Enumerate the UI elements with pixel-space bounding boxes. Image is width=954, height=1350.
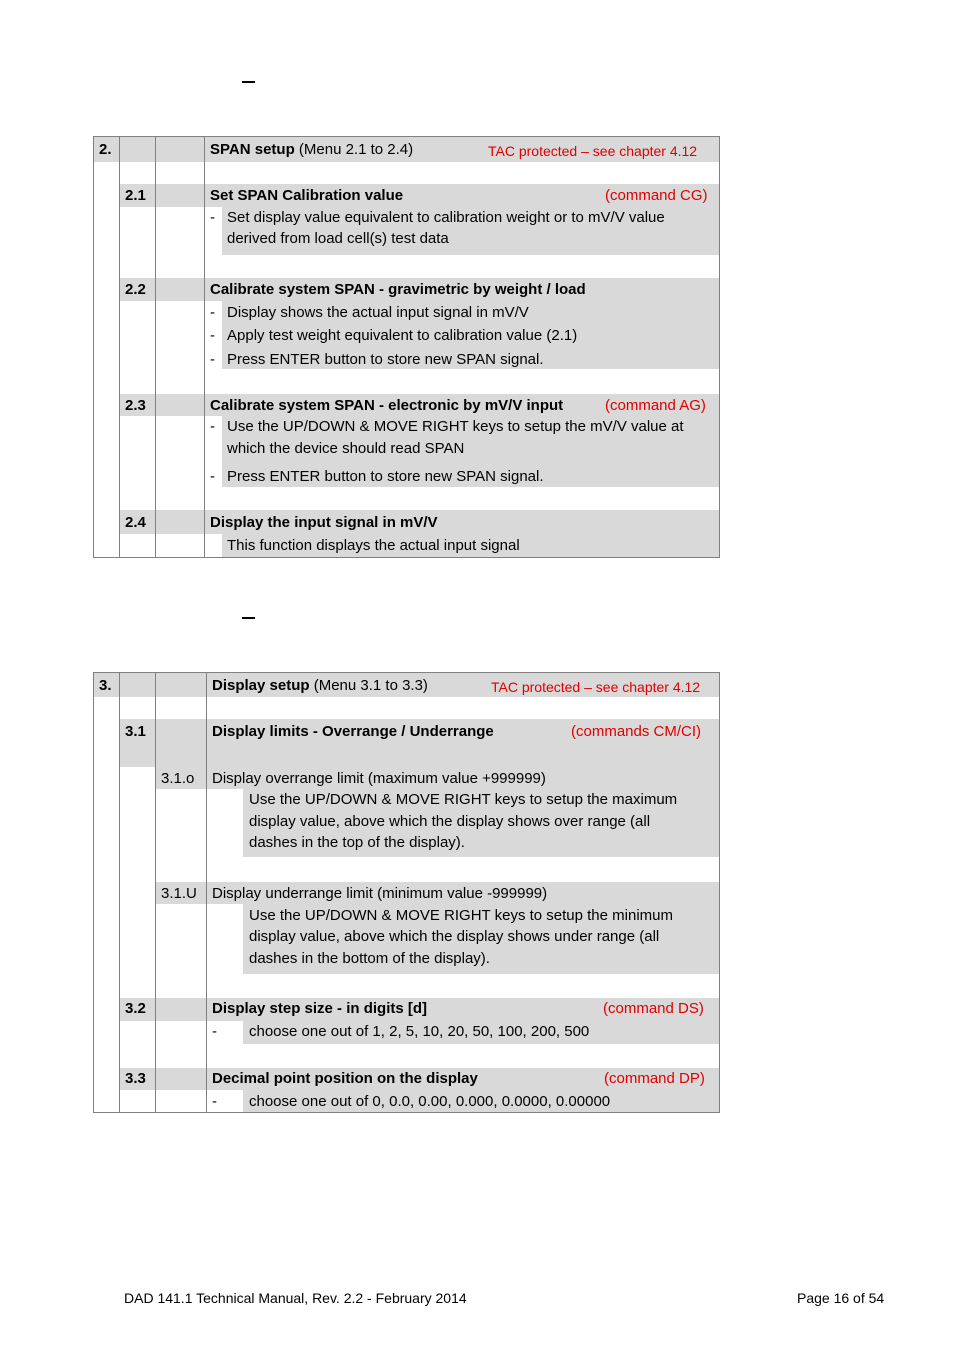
- section-title-bold: SPAN setup: [210, 141, 295, 158]
- item-number: 3.2: [125, 1000, 146, 1017]
- item-number: 2.4: [125, 514, 146, 531]
- section-title: [212, 677, 428, 695]
- item-text-line: Display shows the actual input signal in mV/V: [227, 304, 529, 321]
- tac-protected-note: TAC protected – see chapter 4.12: [488, 143, 698, 159]
- section-title-suffix: (Menu 3.1 to 3.3): [309, 677, 428, 694]
- item-command: (command AG): [605, 397, 706, 414]
- section-title-suffix: (Menu 2.1 to 2.4): [294, 141, 414, 158]
- footer-page-number: Page 16 of 54: [797, 1290, 885, 1306]
- item-title: Decimal point position on the display: [212, 1070, 478, 1087]
- item-text-line: Use the UP/DOWN & MOVE RIGHT keys to setup the minimum: [249, 907, 673, 924]
- item-number: 2.2: [125, 281, 146, 298]
- bullet: -: [212, 1023, 217, 1040]
- subitem-title: Display underrange limit (minimum value -999999): [212, 885, 548, 902]
- bullet: -: [210, 304, 215, 321]
- item-command: (command CG): [605, 187, 708, 204]
- bullet: -: [210, 468, 215, 485]
- item-text-line: which the device should read SPAN: [227, 440, 465, 457]
- display-setup-table: [93, 672, 720, 1113]
- tac-protected-note: TAC protected – see chapter 4.12: [491, 679, 701, 695]
- item-title: Calibrate system SPAN - gravimetric by weight / load: [210, 281, 586, 298]
- span-setup-table: [93, 136, 720, 558]
- item-title: Calibrate system SPAN - electronic by mV/V input: [210, 397, 564, 414]
- item-command: (commands CM/CI): [571, 723, 702, 740]
- item-text-line: display value, above which the display shows under range (all: [249, 928, 660, 945]
- item-text-line: Use the UP/DOWN & MOVE RIGHT keys to setup the maximum: [249, 791, 678, 808]
- item-text-line: choose one out of 0, 0.0, 0.00, 0.000, 0.0000, 0.00000: [249, 1093, 611, 1110]
- item-text-line: Press ENTER button to store new SPAN signal.: [227, 468, 544, 485]
- subitem-number: 3.1.o: [161, 770, 195, 787]
- bullet: -: [210, 351, 215, 368]
- item-text-line: Apply test weight equivalent to calibration value (2.1): [227, 327, 578, 344]
- section-number: 2.: [99, 141, 112, 158]
- bullet: -: [210, 327, 215, 344]
- item-text-line: display value, above which the display shows over range (all: [249, 813, 651, 830]
- item-title: Display the input signal in mV/V: [210, 514, 438, 531]
- item-number: 2.3: [125, 397, 146, 414]
- subitem-title: Display overrange limit (maximum value +999999): [212, 770, 546, 787]
- section-number: 3.: [99, 677, 112, 694]
- item-command: (command DS): [603, 1000, 704, 1017]
- section-title: [210, 141, 413, 159]
- heading-marker: [242, 617, 255, 619]
- item-text-line: Use the UP/DOWN & MOVE RIGHT keys to setup the mV/V value at: [227, 418, 684, 435]
- item-number: 3.3: [125, 1070, 146, 1087]
- item-text-line: This function displays the actual input signal: [227, 537, 520, 554]
- item-text-line: dashes in the top of the display).: [249, 834, 465, 851]
- heading-marker: [242, 81, 255, 83]
- bullet: -: [210, 418, 215, 435]
- bullet: -: [212, 1093, 217, 1110]
- item-text-line: choose one out of 1, 2, 5, 10, 20, 50, 100, 200, 500: [249, 1023, 590, 1040]
- item-title: Set SPAN Calibration value: [210, 187, 404, 204]
- item-text-line: dashes in the bottom of the display).: [249, 950, 490, 967]
- item-text-line: Set display value equivalent to calibration weight or to mV/V value: [227, 209, 665, 226]
- item-text-line: derived from load cell(s) test data: [227, 230, 449, 247]
- item-number: 2.1: [125, 187, 146, 204]
- section-title-bold: Display setup: [212, 677, 310, 694]
- item-command: (command DP): [604, 1070, 705, 1087]
- item-title: Display step size - in digits [d]: [212, 1000, 428, 1017]
- item-title: Display limits - Overrange / Underrange: [212, 723, 494, 740]
- footer-document-title: DAD 141.1 Technical Manual, Rev. 2.2 - February 2014: [124, 1290, 467, 1306]
- bullet: -: [210, 209, 215, 226]
- item-number: 3.1: [125, 723, 146, 740]
- item-text-line: Press ENTER button to store new SPAN signal.: [227, 351, 544, 368]
- subitem-number: 3.1.U: [161, 885, 197, 902]
